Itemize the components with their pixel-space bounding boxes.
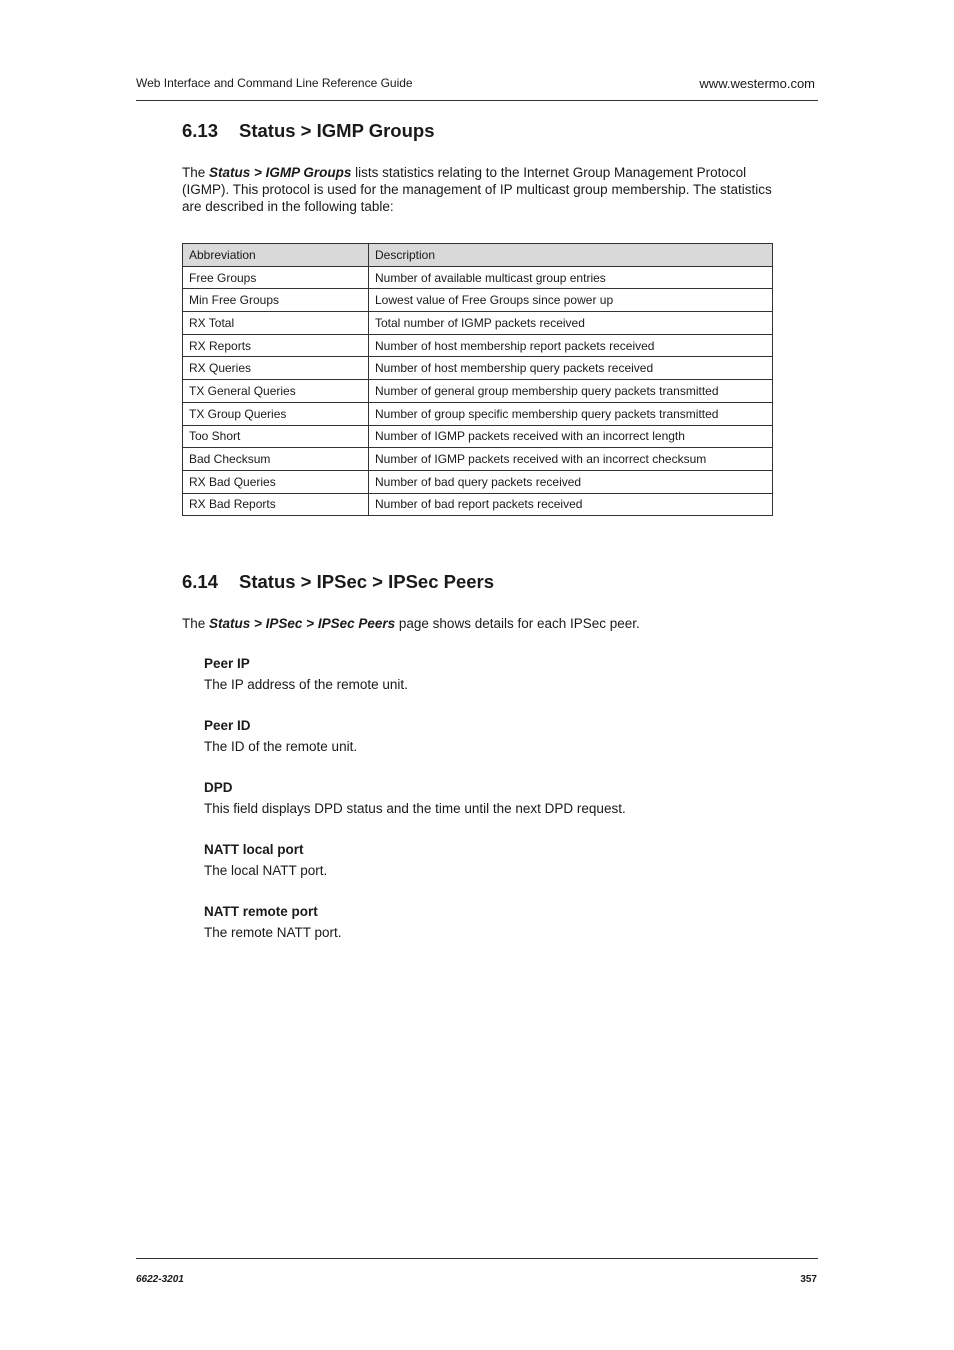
field-description: The IP address of the remote unit.: [204, 677, 408, 692]
table-row: [183, 470, 773, 493]
table-row: [183, 312, 773, 335]
section-heading-ipsec: [182, 571, 494, 593]
section-number: 6.13: [182, 120, 219, 141]
igmp-intro-paragraph: [182, 164, 772, 215]
igmp-statistics-table: [182, 243, 773, 516]
field-definition: [204, 656, 408, 692]
abbreviation-cell: Too Short: [183, 425, 369, 448]
description-cell: Number of group specific membership query packets transmitted: [369, 402, 773, 425]
abbreviation-cell: Min Free Groups: [183, 289, 369, 312]
document-number: 6622-3201: [136, 1274, 184, 1285]
table-row: [183, 380, 773, 403]
abbreviation-cell: RX Reports: [183, 334, 369, 357]
abbreviation-cell: Bad Checksum: [183, 448, 369, 471]
intro-emphasis: Status > IPSec > IPSec Peers: [209, 616, 396, 631]
section-title: Status > IPSec > IPSec Peers: [239, 571, 495, 592]
section-heading-igmp: [182, 120, 435, 142]
abbreviation-cell: TX Group Queries: [183, 402, 369, 425]
abbreviation-cell: Free Groups: [183, 266, 369, 289]
table-row: [183, 402, 773, 425]
description-cell: Lowest value of Free Groups since power up: [369, 289, 773, 312]
header-divider: [136, 100, 818, 101]
column-header-description: Description: [369, 244, 773, 267]
field-term: NATT local port: [204, 842, 304, 857]
field-term: NATT remote port: [204, 904, 318, 919]
table-row: [183, 448, 773, 471]
description-cell: Number of available multicast group entries: [369, 266, 773, 289]
intro-emphasis: Status > IGMP Groups: [209, 165, 352, 180]
table-row: [183, 289, 773, 312]
field-definition: [204, 718, 357, 754]
intro-text: lists statistics relating to the Internet Group Management Protocol (IGMP). This protocol is used for the management of IP multicast group membership. The statistics are described in the following table:: [182, 165, 772, 214]
header-url: www.westermo.com: [699, 76, 815, 91]
section-number: 6.14: [182, 571, 219, 592]
description-cell: Total number of IGMP packets received: [369, 312, 773, 335]
footer-divider: [136, 1258, 818, 1259]
header-title: Web Interface and Command Line Reference Guide: [136, 76, 413, 90]
intro-text: The: [182, 616, 210, 631]
field-description: The ID of the remote unit.: [204, 739, 358, 754]
field-term: DPD: [204, 780, 233, 795]
description-cell: Number of host membership report packets received: [369, 334, 773, 357]
description-cell: Number of IGMP packets received with an incorrect checksum: [369, 448, 773, 471]
table-row: [183, 493, 773, 516]
ipsec-intro-paragraph: [182, 615, 772, 632]
description-cell: Number of bad query packets received: [369, 470, 773, 493]
table-row: [183, 334, 773, 357]
abbreviation-cell: RX Queries: [183, 357, 369, 380]
intro-text: page shows details for each IPSec peer.: [395, 616, 640, 631]
table-row: [183, 425, 773, 448]
section-title: Status > IGMP Groups: [239, 120, 435, 141]
field-term: Peer ID: [204, 718, 251, 733]
intro-text: The: [182, 165, 210, 180]
column-header-abbreviation: Abbreviation: [183, 244, 369, 267]
table-header-row: [183, 244, 773, 267]
abbreviation-cell: RX Bad Reports: [183, 493, 369, 516]
field-definition: [204, 842, 327, 878]
description-cell: Number of bad report packets received: [369, 493, 773, 516]
field-definition: [204, 904, 342, 940]
table-row: [183, 266, 773, 289]
abbreviation-cell: RX Total: [183, 312, 369, 335]
field-term: Peer IP: [204, 656, 250, 671]
description-cell: Number of host membership query packets received: [369, 357, 773, 380]
field-description: The local NATT port.: [204, 863, 328, 878]
field-description: The remote NATT port.: [204, 925, 342, 940]
field-description: This field displays DPD status and the time until the next DPD request.: [204, 801, 626, 816]
abbreviation-cell: RX Bad Queries: [183, 470, 369, 493]
description-cell: Number of general group membership query packets transmitted: [369, 380, 773, 403]
description-cell: Number of IGMP packets received with an incorrect length: [369, 425, 773, 448]
table-row: [183, 357, 773, 380]
field-definition: [204, 780, 626, 816]
page-number: 357: [800, 1274, 817, 1285]
abbreviation-cell: TX General Queries: [183, 380, 369, 403]
